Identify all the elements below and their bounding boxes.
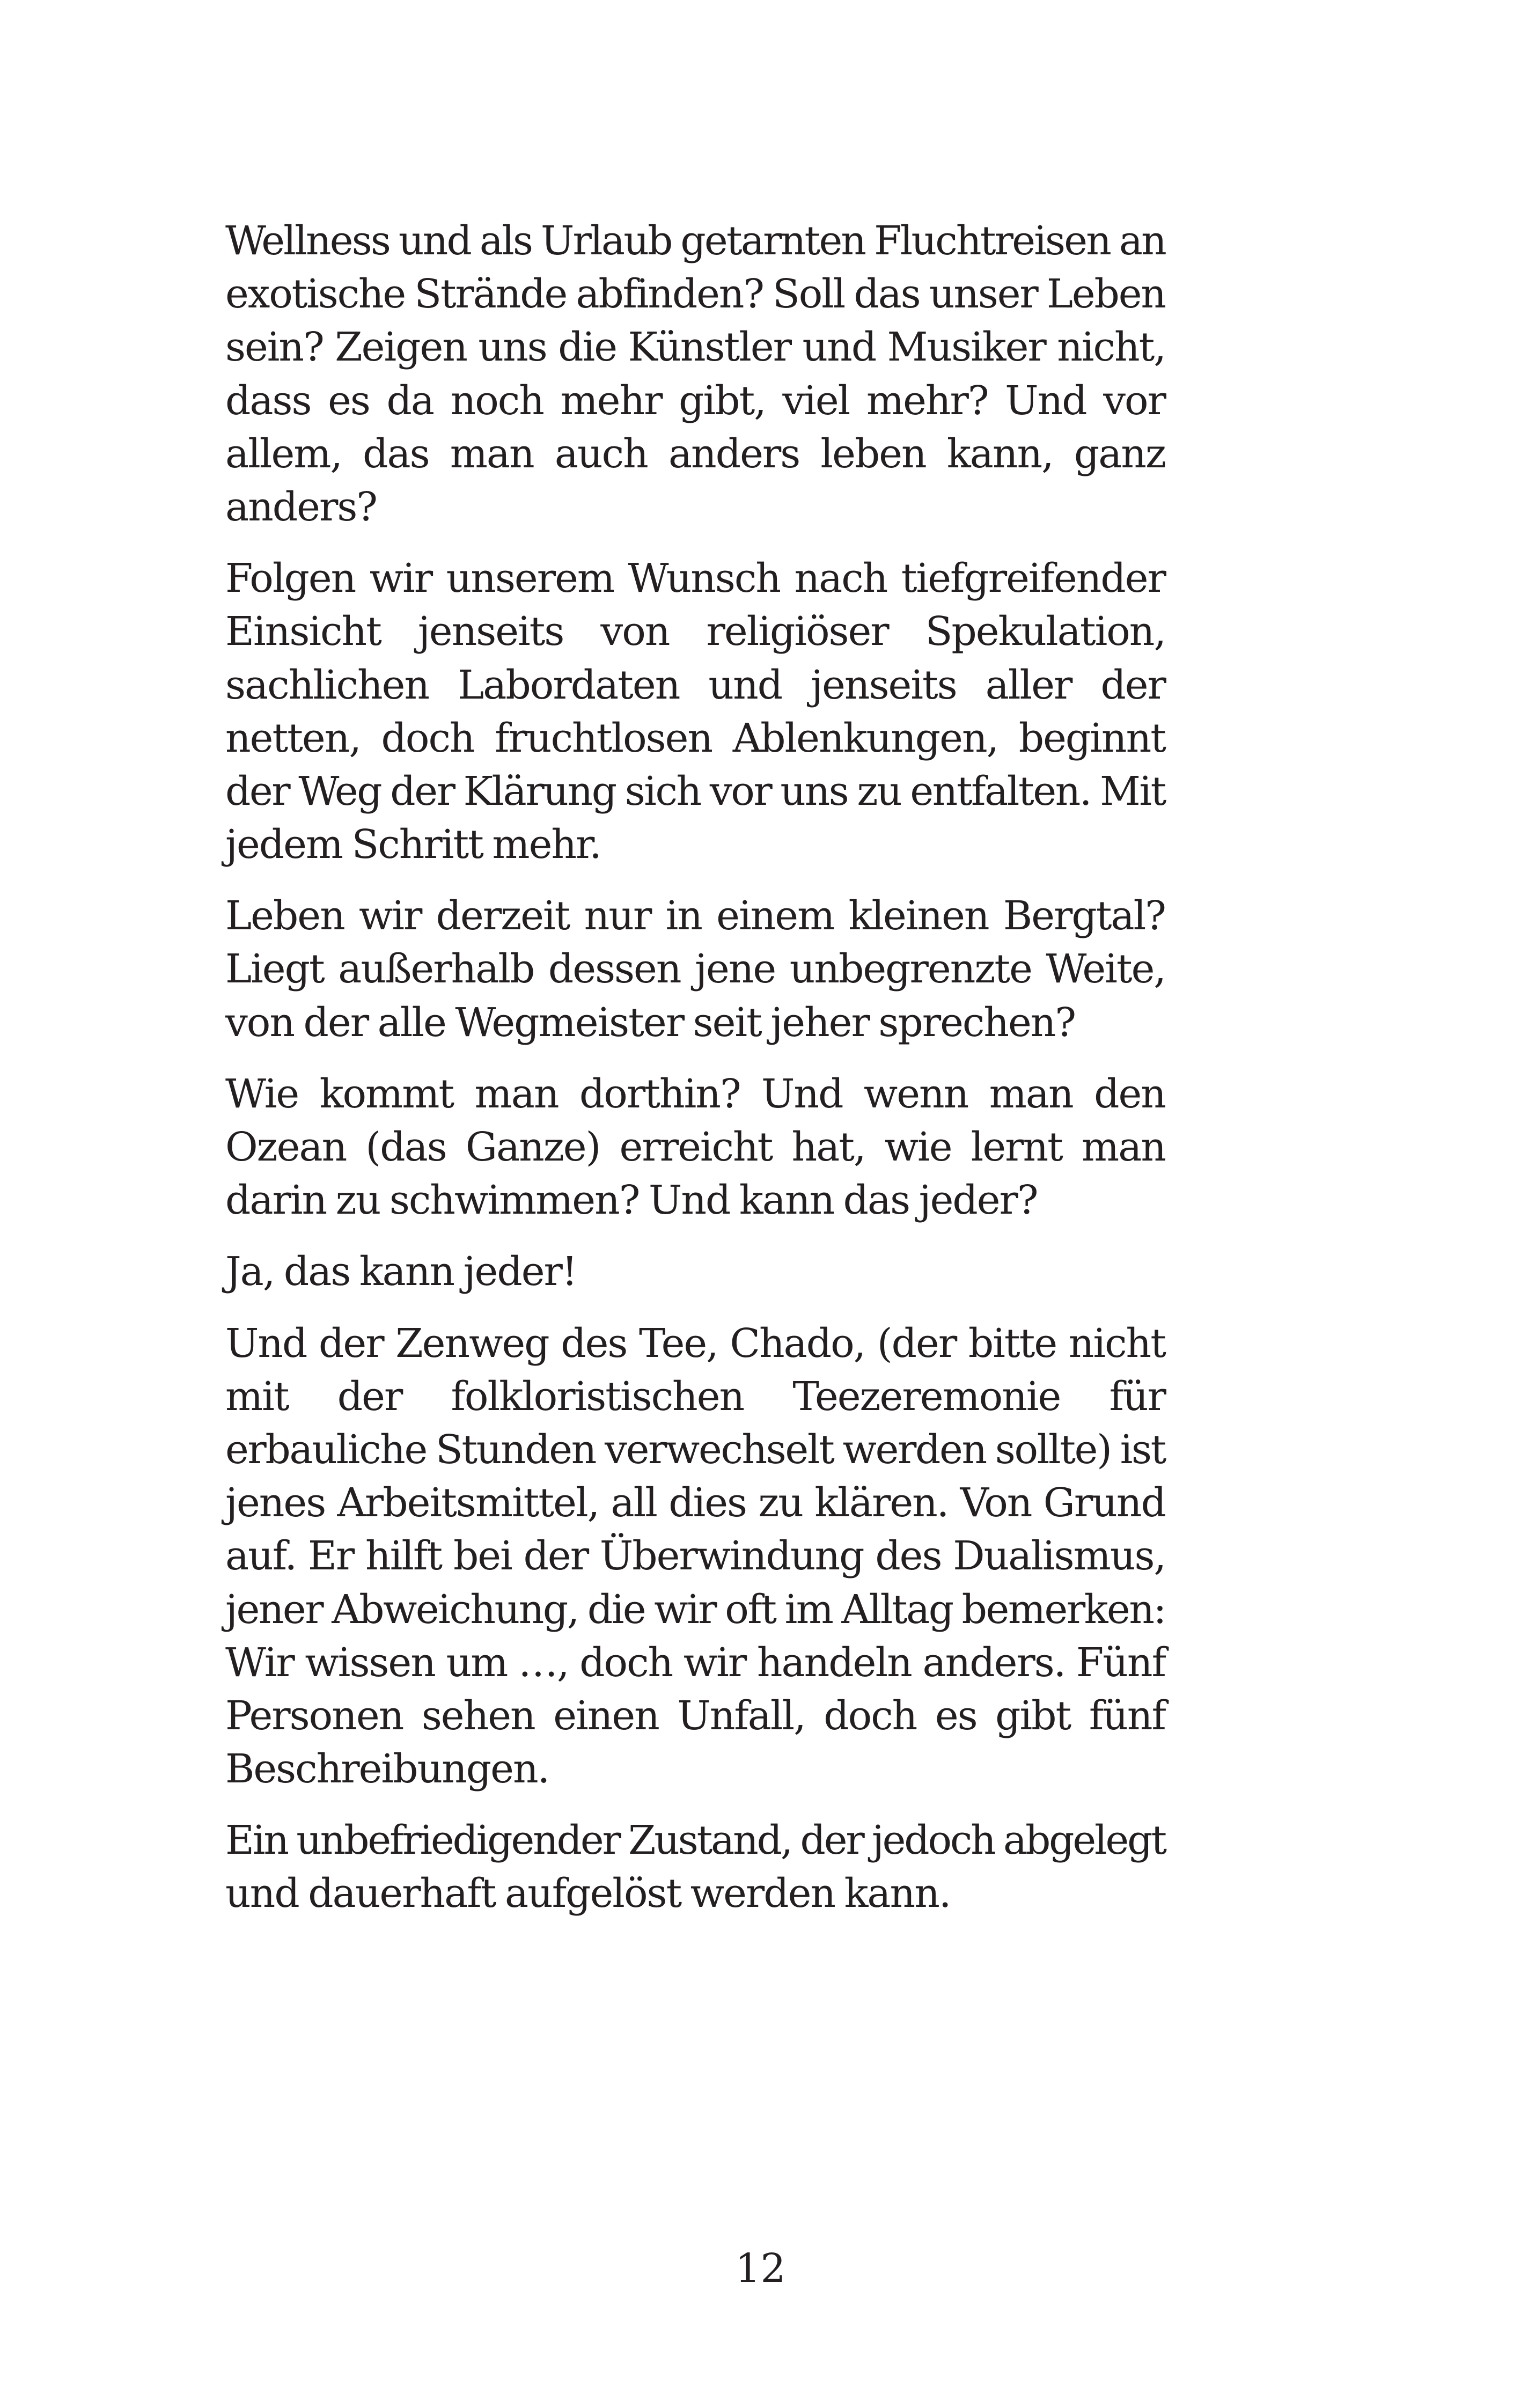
paragraph [225,1068,1165,1228]
word: abfinden? [576,271,763,318]
word: handeln [756,1639,912,1686]
word: das [363,430,429,477]
text-line: jedem Schritt mehr. [225,821,601,868]
word: man [989,1070,1073,1117]
word: auch [554,430,648,477]
word: Zustand, [628,1817,792,1864]
word: vor [709,768,771,814]
word: Überwindung [599,1533,864,1580]
word: Und [225,1320,307,1367]
word: mehr? [866,377,988,424]
word: der [337,1373,402,1420]
text-line [225,659,1165,712]
word: nur [584,893,651,939]
text-line [225,1317,1165,1370]
word: wie [884,1124,952,1170]
word: sich [624,768,701,814]
word: wenn [863,1070,968,1117]
word: mit [225,1373,289,1420]
word: als [479,218,532,264]
body-text [225,215,1165,1939]
word: der [319,1320,384,1367]
word: hilft [365,1533,442,1580]
word: Klärung [463,768,616,814]
word: Ablenkungen, [732,715,998,761]
word: Künstler [628,324,791,371]
word: viel [782,377,850,424]
word: sein? [225,324,324,371]
word: Grund [1043,1480,1165,1526]
word: es [328,377,370,424]
word: der [1100,662,1165,708]
word: für [1109,1373,1165,1420]
text-line: von der alle Wegmeister seit jeher sprechen? [225,999,1076,1046]
text-line: Beschreibungen. [225,1746,549,1793]
word: einen [553,1692,659,1739]
text-line [225,321,1165,374]
word: bemerken: [961,1586,1165,1633]
text-line [225,1423,1165,1477]
word: der [390,768,454,814]
word: Chado, [730,1320,865,1367]
word: allem, [225,430,342,477]
text-line: und dauerhaft aufgelöst werden kann. [225,1870,951,1917]
word: jenseits [417,608,564,655]
word: der [225,768,290,814]
word: Spekulation, [925,608,1165,655]
word: des [561,1320,627,1367]
word: Personen [225,1692,403,1739]
word: exotische [225,271,406,318]
text-line [225,215,1165,268]
word: den [1094,1070,1165,1117]
word: bei [453,1533,512,1580]
word: zu [758,1480,803,1526]
word: uns [478,324,547,371]
word: dass [225,377,311,424]
word: dorthin? [579,1070,740,1117]
word: Ozean [225,1124,347,1170]
paragraph [225,1245,1165,1298]
word: Leben [225,893,344,939]
word: im [784,1586,833,1633]
word: folkloristischen [451,1373,744,1420]
word: gibt [995,1692,1071,1739]
word: beginnt [1018,715,1165,761]
word: Urlaub [540,218,672,264]
text-line [225,1068,1165,1121]
text-line [225,712,1165,765]
word: um [446,1639,508,1686]
word: hat, [791,1124,865,1170]
word: tiefgreifender [901,555,1165,602]
word: ganz [1074,430,1165,477]
word: außerhalb [338,946,534,993]
word: an [1119,218,1165,264]
text-line: darin zu schwimmen? Und kann das jeder? [225,1177,1038,1224]
text-line [225,268,1165,321]
word: erbauliche [225,1426,427,1473]
word: Zeigen [335,324,467,371]
word: der [523,1533,589,1580]
word: vor [1103,377,1165,424]
word: leben [820,430,926,477]
word: Weg [298,768,381,814]
word: Stunden [436,1426,596,1473]
word: Wie [225,1070,299,1117]
word: mehr [560,377,662,424]
word: anders. [922,1639,1066,1686]
word: das [854,271,920,318]
text-line [225,1477,1165,1530]
word: Leben [1046,271,1165,318]
word: Weite, [1046,946,1165,993]
paragraph [225,552,1165,871]
word: Folgen [225,555,356,602]
word: Fluchtreisen [874,218,1111,264]
paragraph [225,215,1165,534]
word: abgelegt [1003,1817,1165,1864]
word: all [611,1480,657,1526]
word: (der [877,1320,957,1367]
word: religiöser [706,608,888,655]
word: Ein [225,1817,288,1864]
word: gibt, [679,377,766,424]
text-line [225,890,1165,943]
word: doch [381,715,474,761]
word: verwechselt [605,1426,834,1473]
word: jener [225,1586,323,1633]
word: entfalten. [910,768,1091,814]
word: doch [579,1639,673,1686]
word: Einsicht [225,608,381,655]
text-line [225,375,1165,428]
word: Labordaten [458,662,680,708]
word: und [398,218,471,264]
paragraph [225,1317,1165,1796]
word: jene [695,946,776,993]
word: jedoch [871,1817,995,1864]
word: wir [369,555,432,602]
text-line [225,943,1165,996]
word: Fünf [1076,1639,1165,1686]
word: man [450,430,534,477]
word: Und [761,1070,843,1117]
word: Liegt [225,946,324,993]
word: wir [683,1639,746,1686]
word: und [802,324,876,371]
word: Er [307,1533,354,1580]
word: Wunsch [628,555,780,602]
word: dessen [548,946,681,993]
word: anders [668,430,800,477]
word: die [587,1586,645,1633]
word: nicht [1068,1320,1165,1367]
word: wir [654,1586,716,1633]
word: fruchtlosen [495,715,712,761]
word: noch [450,377,543,424]
word: sachlichen [225,662,429,708]
word: zu [857,768,901,814]
text-line [225,1636,1165,1690]
word: Alltag [841,1586,953,1633]
word: auf. [225,1533,297,1580]
word: fünf [1089,1692,1165,1739]
page-number: 12 [735,2245,786,2292]
word: Mit [1100,768,1165,814]
word: ist [1120,1426,1165,1473]
word: Teezeremonie [792,1373,1061,1420]
word: kommt [319,1070,454,1117]
word: netten, [225,715,361,761]
text-line [225,1690,1165,1743]
word: bitte [968,1320,1057,1367]
word: Unfall, [677,1692,805,1739]
paragraph [225,890,1165,1049]
word: es [935,1692,977,1739]
word: unbegrenzte [789,946,1032,993]
word: erreicht [619,1124,773,1170]
text-line [225,765,1165,818]
word: kleinen [848,893,989,939]
text-line: anders? [225,483,377,530]
text-line [225,1121,1165,1174]
word: und [708,662,782,708]
word: klären. [814,1480,949,1526]
word: aller [985,662,1072,708]
text-line [225,605,1165,658]
text-line [225,1583,1165,1636]
word: der [800,1817,863,1864]
word: getarnten [680,218,865,264]
word: Wir [225,1639,294,1686]
word: man [474,1070,559,1117]
word: des [875,1533,942,1580]
word: jenseits [811,662,957,708]
word: nach [794,555,887,602]
word: die [558,324,617,371]
word: oft [725,1586,776,1633]
word: derzeit [436,893,570,939]
word: nicht, [1057,324,1165,371]
word: Zenweg [395,1320,549,1367]
word: unserem [446,555,614,602]
word: Dualismus, [953,1533,1165,1580]
text-line [225,428,1165,481]
word: doch [824,1692,917,1739]
word: uns [780,768,848,814]
word: (das [365,1124,446,1170]
word: einem [716,893,834,939]
word: Bergtal? [1003,893,1165,939]
word: wir [359,893,422,939]
paragraph [225,1814,1165,1920]
word: …, [518,1639,569,1686]
word: Musiker [887,324,1046,371]
text-line [225,552,1165,605]
word: dies [668,1480,747,1526]
word: von [600,608,670,655]
word: werden [842,1426,986,1473]
word: jenes [225,1480,326,1526]
word: sollte) [995,1426,1111,1473]
word: Tee, [638,1320,718,1367]
word: Abweichung, [332,1586,578,1633]
word: lernt [971,1124,1062,1170]
word: Soll [773,271,845,318]
word: in [665,893,702,939]
word: wissen [305,1639,435,1686]
word: sehen [421,1692,535,1739]
text-line: Ja, das kann jeder! [225,1249,577,1295]
word: kann, [946,430,1053,477]
text-line [225,1530,1165,1583]
word: Von [960,1480,1032,1526]
word: unbefriedigender [296,1817,620,1864]
word: unser [929,271,1038,318]
word: Ganze) [465,1124,600,1170]
word: Arbeitsmittel, [337,1480,599,1526]
text-line [225,1370,1165,1423]
word: Wellness [225,218,390,264]
word: Und [1005,377,1086,424]
word: man [1082,1124,1165,1170]
word: Strände [414,271,567,318]
text-line [225,1814,1165,1867]
word: da [386,377,433,424]
